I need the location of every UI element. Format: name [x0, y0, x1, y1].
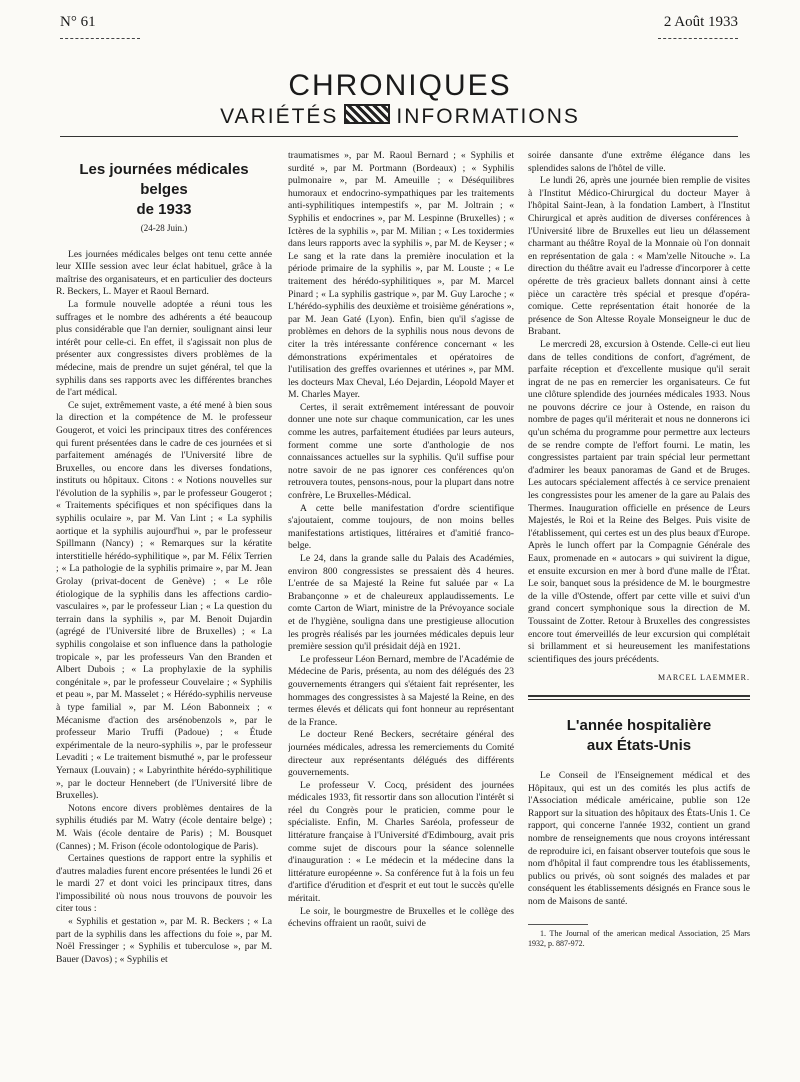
- ornament-icon: [344, 104, 390, 124]
- masthead-informations: INFORMATIONS: [396, 105, 580, 128]
- paragraph: A cette belle manifestation d'ordre scientifique s'ajoutaient, comme toujours, de non moins belles manifestations artistiques, littéraires et d'amitié franco-belge.: [288, 502, 514, 552]
- paragraph: Certaines questions de rapport entre la syphilis et d'autres maladies furent encore présentées le lundi 26 et le mardi 27 et dont voici les principaux titres, dans l'impossibilité où nous nous trouvons de pouvoir les citer tous :: [56, 853, 272, 915]
- paragraph: Le Conseil de l'Enseignement médical et des Hôpitaux, qui est un des comités les plus actifs de l'Association médicale américaine, publie son 12e Rapport sur la situation des hôpitaux des États-Unis 1. Ce rapport, qui concerne l'année 1932, contient un grand nombre de renseignements que nous croyons intéressant de reproduire ici, en faisant observer toutefois que sous le nom d'hôpital il faut comprendre tous les établissements, publics ou privés, où sont soignés des malades et par conséquent les établissements désignés en France sous le nom de Maisons de santé.: [528, 769, 750, 907]
- spacer: [528, 758, 750, 770]
- paragraph: Le professeur V. Cocq, président des journées médicales 1933, fit ressortir dans son allocution l'intérêt si réel du Congrès pour le praticien, comme pour le spécialiste. Enfin, M. Charles Saréola, professeur de littérature française à l'Université d'Edimbourg, avait pris comme sujet de discours pour la séance solennelle d'inauguration : « Le médecin et la médecine dans la littérature européenne ». Sa conférence fut à la fois un feu d'artifice d'érudition et d'esprit et eut tout le succès qu'elle méritait.: [288, 779, 514, 905]
- masthead: [0, 70, 800, 130]
- column-2: [288, 150, 514, 1070]
- paragraph: Le mercredi 28, excursion à Ostende. Celle-ci eut lieu dans de telles conditions de confort, d'agrément, de parfaite réception et d'excellente musique qu'il serait ingrat de ne pas en remercier les organisateurs. Ce fut une clôture splendide des journées médicales 1933. Nous ne pouvons décrire ce jour à Ostende, en raison du nombre de pages qu'il mériterait et nous ne donnerons ici qu'un schéma du programme pour permettre aux lecteurs de se rendre compte de l'effort fourni. Le matin, les congressistes partaient par train spécial leur permettant d'admirer les beaux panoramas de Gand et de Bruges. Les autocars spécialement affectés à ce service prenaient les congressistes pour les amener de la gare au Palais des Thermes. Inauguration officielle en présence de Leurs Majestés, le Roi et la Reine des Belges. Puis visite de l'établissement, qui certes est un des plus beaux d'Europe. Après le lunch offert par la Compagnie Générale des Eaux, promenade en « autocars » qui suivirent la digue, et ensuite excursion en mer à bord d'une malle de l'État. Le soir, banquet sous la présidence de M. le bourgmestre de la ville d'Ostende, offert par cette ville et suivi d'un grand concert symphonique sous la direction de M. Toussaint de Zotter. Retour à Bruxelles des congressistes encore tout émerveillés de leur excursion qui complétait si brillamment et si heureusement les manifestations scientifiques des jours précédents.: [528, 338, 750, 665]
- paragraph: Le lundi 26, après une journée bien remplie de visites à l'Institut Médico-Chirurgical du docteur Mayer à l'hôpital Saint-Jean, à la fondation Lambert, à l'Institut Chirurgical et après audition de diverses conférences à l'Université libre de Bruxelles eut lieu un délassement charmant au théâtre Royal de la Monnaie où l'on donnait en représentation de gala : « Mam'zelle Nitouche ». La direction du théâtre avait eu l'adresse d'incorporer à cette opérette de très gracieux ballets donnant ainsi à cette pièce un caractère très spécial et presque d'opéra-comique. Cette représentation était honorée de la présence de Son Altesse Royale Monseigneur le duc de Brabant.: [528, 175, 750, 338]
- paragraph: Le professeur Léon Bernard, membre de l'Académie de Médecine de Paris, présenta, au nom des délégués des 23 gouvernements étrangers qui s'étaient fait représenter, les hommages des congressistes à sa Majesté la Reine, en des termes élevés et délicats qui font honneur au représentant de la France.: [288, 653, 514, 728]
- article1-title: [56, 160, 272, 220]
- paragraph: Les journées médicales belges ont tenu cette année leur XIIIe session avec leur éclat habituel, grâce à la maîtrise des organisateurs, et en particulier des docteurs R. Beckers, L. Mayer et Raoul Bernard.: [56, 248, 272, 298]
- column-3: [528, 150, 750, 1070]
- page-header: [60, 14, 738, 38]
- paragraph: traumatismes », par M. Raoul Bernard ; « Syphilis et surdité », par M. Portmann (Bordeaux) ; « Syphilis pulmonaire », par M. Ameuille ; « Déséquilibres humoraux et endocrino-sympathiques par les traitements anti-syphilitiques intempestifs », par M. Joltrain ; « Syphilis et endocrines », par M. Lespinne (Bruxelles) ; « Ictères de la syphilis », par M. Milian ; « Les toxidermies dans leurs rapports avec la syphilis », par M. de Keyser ; « Le sang et la rate dans la première inoculation et la période primaire de la syphilis », par M. Louste ; « Le traitement des hérédo-syphilitiques », par M. Marcel Pinard ; « La syphilis gastrique », par M. Guy Laroche ; « L'hérédo-syphilis des deuxième et troisième générations », par M. Jean Gaté (Lyon). Enfin, bien qu'il s'agisse de problèmes en dehors de la syphilis nous nous devons de citer la très intéressante conférence concernant « les démonstrations expérimentales et opératoires de l'utilisation des greffes ovariennes et utérines », par MM. les docteurs Max Cheval, Léo Dejardin, Léopold Mayer et M. Charles Mayer.: [288, 150, 514, 401]
- paragraph: Le soir, le bourgmestre de Bruxelles et le collège des échevins offraient un raoût, suivi de: [288, 905, 514, 930]
- header-rule-left: [60, 38, 140, 39]
- paragraph: « Syphilis et gestation », par M. R. Beckers ; « La part de la syphilis dans les affections du foie », par M. Noël Fressinger ; « Syphilis et tuberculose », par M. Bauer (Davos) ; « Syphilis et: [56, 916, 272, 965]
- section-rule: [528, 695, 750, 697]
- column-1: [56, 150, 272, 1070]
- article1-signature: MARCEL LAEMMER.: [657, 673, 750, 683]
- masthead-rule: [60, 136, 738, 137]
- masthead-title: CHRONIQUES: [288, 69, 512, 102]
- masthead-subtitle: [0, 104, 800, 130]
- masthead-varietes: VARIÉTÉS: [220, 105, 339, 128]
- article2-title-line2: aux États-Unis: [586, 736, 692, 754]
- article1-title-line1: Les journées médicales belges: [79, 161, 249, 198]
- article2-title: [528, 716, 750, 756]
- paragraph: Certes, il serait extrêmement intéressant de pouvoir donner une note sur chaque communication, car les unes comme les autres, parfaitement étudiées par leurs auteurs, forment comme une sorte d'anthologie de nos connaissances actuelles sur la syphilis. Qu'il suffise pour notre savoir de ne pas ignorer ces conférences qu'on retrouvera toutes, pensons-nous, pour la plupart dans notre confrère, Le Bruxelles-Médical.: [288, 401, 514, 502]
- paragraph: La formule nouvelle adoptée a réuni tous les suffrages et le nombre des adhérents a été beaucoup plus considérable que l'an dernier, soulignant ainsi leur intérêt pour celle-ci. En effet, il s'agissait non plus de présenter aux congressistes divers problèmes de la médecine, mais de prendre un sujet général, tel que la syphilis dans ses rapports avec les différentes branches de l'art médical.: [56, 298, 272, 399]
- issue-number: N° 61: [60, 14, 96, 30]
- footnote: 1. The Journal of the american medical Association, 25 Mars 1932, p. 887-972.: [528, 929, 750, 949]
- article1-title-line2: de 1933: [136, 201, 192, 218]
- footnote-rule: [528, 924, 588, 925]
- paragraph: Le 24, dans la grande salle du Palais des Académies, environ 800 congressistes se pressaient dès 4 heures. L'entrée de sa Majesté la Reine fut saluée par « La Brabançonne » et de chaleureux applaudissements. Le comte Carton de Wiart, ministre de la Prévoyance sociale et de l'hygiène, souligna dans une prestigieuse allocution les progrès réalisés par les journées médicales depuis leur première session qu'il présidait déjà en 1921.: [288, 553, 514, 653]
- paragraph: Le docteur René Beckers, secrétaire général des journées médicales, adressa les remerciements du Comité directeur aux représentants délégués des différents gouvernements.: [288, 729, 514, 779]
- paragraph: Ce sujet, extrêmement vaste, a été mené à bien sous la direction et la compétence de M. le professeur Gougerot, et voici les principaux titres des conférences qui furent présentées dans le cadre de ces journées et si parfaitement aménagés de l'Université libre de Bruxelles, ou encore dans les diverses fondations, instituts ou hôpitaux. Citons : « Notions nouvelles sur l'évolution de la syphilis », par le professeur Gougerot ; « Traitements spécifiques et non spécifiques dans la syphilis oculaire », par M. Van Lint ; « La syphilis aortique et la syphilis aujourd'hui », par le professeur Spillmann (Nancy) ; « Remarques sur la kératite interstitielle hérédo-syphilitique », par M. Félix Terrien ; « La pathologie de la syphilis primaire », par M. Jean Grolay (privat-docent de Genève) ; « Le rôle étiologique de la syphilis dans les affections cardio-vasculaires », par le professeur Lian ; « La question du terrain dans la syphilis », par M. Benoit Dujardin (agrégé de l'Université libre de Bruxelles) ; « La syphilis congolaise et son influence dans la pathologie tropicale », par les professeurs Van den Branden et Albert Dubois ; « La prophylaxie de la syphilis congénitale », par le professeur Couvelaire ; « Syphilis et peau », par M. Masselet ; « Hérédo-syphilis nerveuse à type familial », par M. Léon Babonneix ; « Mécanisme d'action des arsénobenzols », par le professeur Mario Truffi (Padoue) ; « Étude expérimentale de la neuro-syphilis », par le professeur Levaditi ; « Le traitement bismuthé », par le professeur Yernaux (Louvain) ; « Labyrinthite hérédo-syphilitique », par le docteur Hennebert (de l'Université libre de Bruxelles).: [56, 399, 272, 802]
- paragraph: soirée dansante d'une extrême élégance dans les splendides salons de l'hôtel de ville.: [528, 150, 750, 174]
- article2-title-line1: L'année hospitalière: [566, 716, 712, 734]
- header-rule-right: [658, 38, 738, 39]
- section-rule-thin: [528, 699, 750, 700]
- issue-date: 2 Août 1933: [663, 14, 738, 30]
- paragraph: Notons encore divers problèmes dentaires de la syphilis étudiés par M. Watry (école dentaire belge) ; M. Wais (école dentaire de Paris) ; M. Bousquet (Cannes) ; M. Frison (école odontologique de Paris).: [56, 802, 272, 852]
- article1-dates: (24-28 Juin.): [140, 223, 188, 233]
